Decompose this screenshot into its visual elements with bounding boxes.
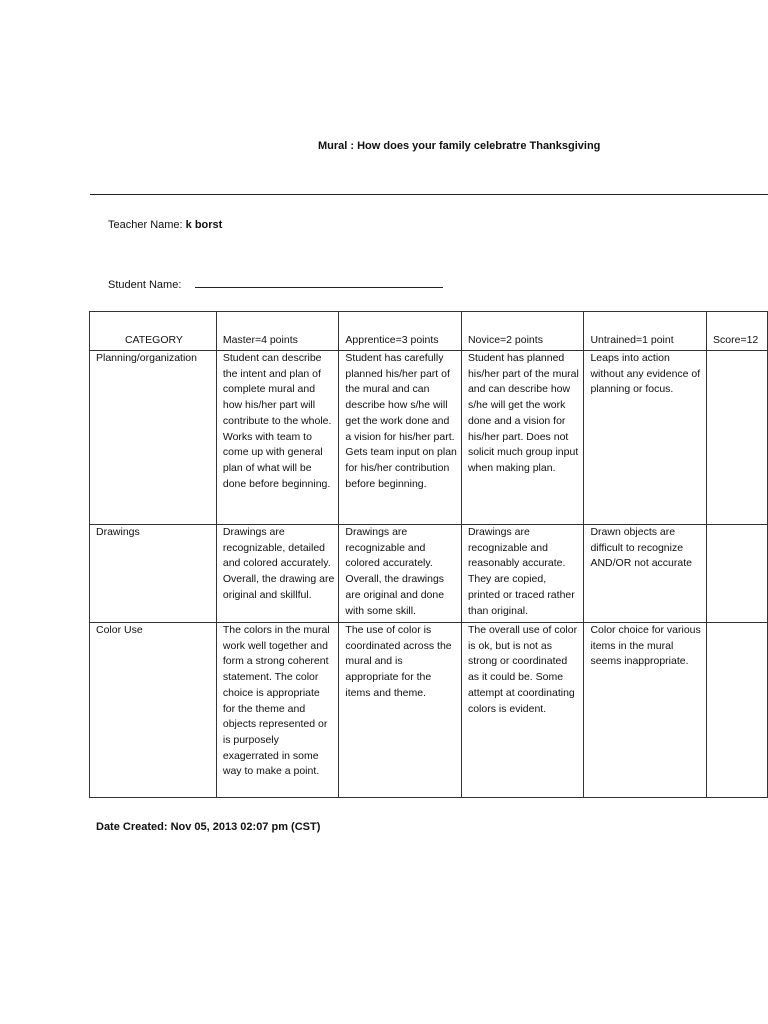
table-row	[90, 525, 768, 623]
row-score	[707, 351, 768, 525]
table-row	[90, 623, 768, 798]
header-master: Master=4 points	[216, 312, 339, 351]
row-untrained: Color choice for various items in the mural seems inappropriate.	[584, 623, 707, 798]
teacher-name-line	[108, 219, 222, 231]
table-header-row	[90, 312, 768, 351]
student-name-blank	[195, 277, 443, 288]
date-created: Date Created: Nov 05, 2013 02:07 pm (CST)	[96, 821, 321, 833]
header-category: CATEGORY	[90, 312, 217, 351]
row-score	[707, 525, 768, 623]
student-name-line	[108, 277, 443, 291]
row-untrained: Drawn objects are difficult to recognize AND/OR not accurate	[584, 525, 707, 623]
header-score: Score=12	[707, 312, 768, 351]
row-apprentice: The use of color is coordinated across the mural and is appropriate for the items and theme.	[339, 623, 462, 798]
header-untrained: Untrained=1 point	[584, 312, 707, 351]
row-category: Drawings	[90, 525, 217, 623]
row-master: Drawings are recognizable, detailed and colored accurately. Overall, the drawing are original and skillful.	[216, 525, 339, 623]
table-row	[90, 351, 768, 525]
row-master: The colors in the mural work well together and form a strong coherent statement. The color choice is appropriate for the theme and objects represented or is purposely exagerrated in some way to make a point.	[216, 623, 339, 798]
teacher-name-label: Teacher Name:	[108, 219, 183, 231]
rubric-table	[89, 311, 768, 798]
row-novice: The overall use of color is ok, but is not as strong or coordinated as it could be. Some attempt at coordinating colors is evident.	[461, 623, 584, 798]
row-novice: Drawings are recognizable and reasonably accurate. They are copied, printed or traced rather than original.	[461, 525, 584, 623]
row-master: Student can describe the intent and plan of complete mural and how his/her part will contribute to the whole. Works with team to come up with general plan of what will be done before beginning.	[216, 351, 339, 525]
row-untrained: Leaps into action without any evidence of planning or focus.	[584, 351, 707, 525]
student-name-label: Student Name:	[108, 279, 182, 291]
horizontal-rule	[90, 194, 768, 195]
row-category: Planning/organization	[90, 351, 217, 525]
row-apprentice: Drawings are recognizable and colored accurately. Overall, the drawings are original and done with some skill.	[339, 525, 462, 623]
row-category: Color Use	[90, 623, 217, 798]
header-novice: Novice=2 points	[461, 312, 584, 351]
header-apprentice: Apprentice=3 points	[339, 312, 462, 351]
row-score	[707, 623, 768, 798]
row-apprentice: Student has carefully planned his/her part of the mural and can describe how s/he will get the work done and a vision for his/her part. Gets team input on plan for his/her contribution before beginning.	[339, 351, 462, 525]
document-title: Mural : How does your family celebratre Thanksgiving	[318, 140, 601, 152]
teacher-name-value: k borst	[185, 219, 223, 231]
row-novice: Student has planned his/her part of the mural and can describe how s/he will get the work done and a vision for his/her part. Does not solicit much group input when making plan.	[461, 351, 584, 525]
